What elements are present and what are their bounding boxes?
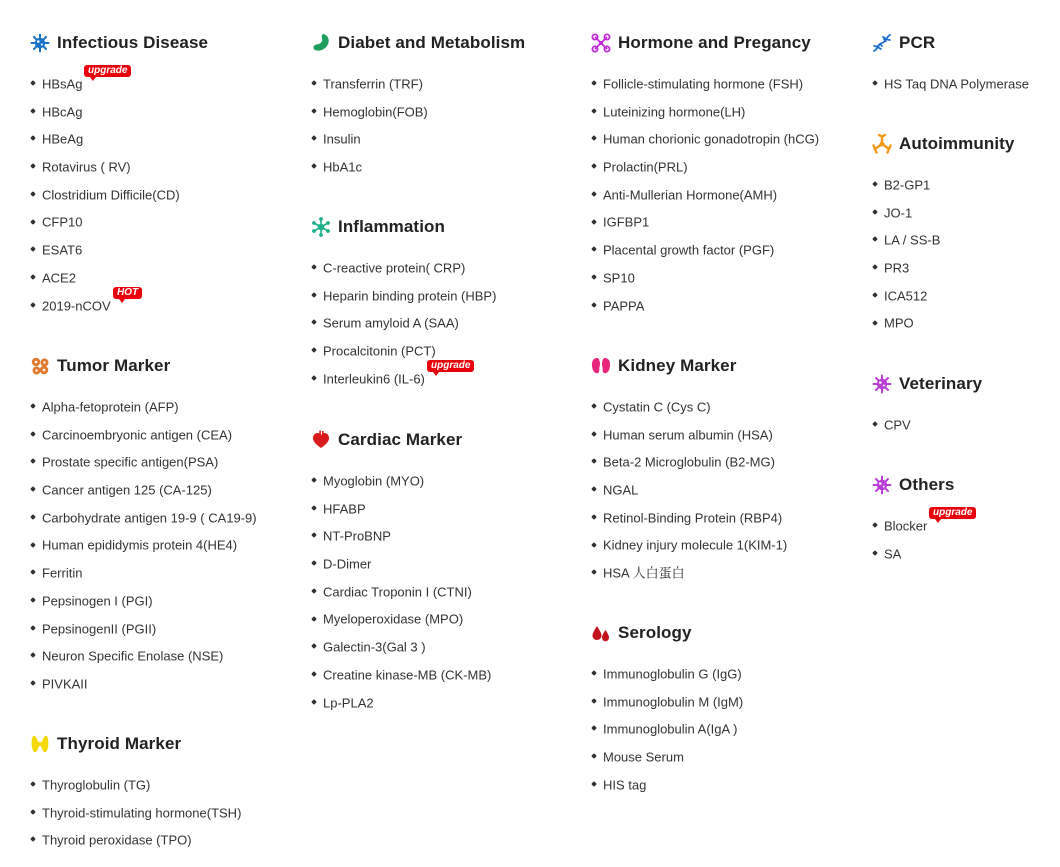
bullet-icon — [591, 80, 597, 86]
product-label[interactable]: Placental growth factor (PGF) — [603, 242, 775, 258]
product-link-pepsinogenii-pgii[interactable] — [30, 618, 300, 646]
product-link-ferritin[interactable] — [30, 562, 300, 590]
product-link-serum-amyloid-a-saa[interactable] — [311, 312, 581, 340]
product-link-d-dimer[interactable] — [311, 553, 581, 581]
bullet-icon — [311, 292, 317, 298]
product-link-ica512[interactable] — [872, 285, 1057, 313]
product-label[interactable]: Human chorionic gonadotropin (hCG) — [603, 131, 820, 147]
product-label[interactable]: B2-GP1 — [884, 177, 931, 193]
product-label[interactable]: Thyroid-stimulating hormone(TSH) — [42, 805, 242, 821]
product-link-la-ss-b[interactable] — [872, 229, 1057, 257]
bullet-icon — [30, 809, 36, 815]
product-label[interactable]: D-Dimer — [323, 556, 372, 572]
bullet-icon — [311, 136, 317, 142]
product-link-retinol-binding-protein-rbp4[interactable] — [591, 507, 861, 535]
product-label[interactable]: CFP10 — [42, 215, 83, 230]
product-link-hsa[interactable] — [591, 562, 861, 590]
bullet-icon — [311, 108, 317, 114]
product-link-b2-gp1[interactable] — [872, 174, 1057, 202]
product-label[interactable]: Thyroglobulin (TG) — [42, 777, 151, 793]
product-link-immunoglobulin-g-igg[interactable] — [591, 663, 861, 691]
product-link-carbohydrate-antigen-19-9-ca19-9[interactable] — [30, 507, 300, 535]
bullet-icon — [311, 320, 317, 326]
category-header[interactable] — [872, 371, 1057, 397]
product-label[interactable]: Interleukin6 (IL-6) — [323, 371, 425, 387]
bullet-icon — [872, 237, 878, 243]
bullet-icon — [30, 274, 36, 280]
bullet-icon — [591, 753, 597, 759]
bullet-icon — [311, 264, 317, 270]
category-item-list — [30, 65, 300, 322]
product-label[interactable]: Lp-PLA2 — [323, 695, 374, 711]
product-link-galectin-3-gal-3[interactable] — [311, 636, 581, 664]
bullet-icon — [30, 680, 36, 686]
bullet-icon — [591, 302, 597, 308]
product-link-thyroid-peroxidase-tpo[interactable] — [30, 829, 300, 857]
bullet-icon — [872, 264, 878, 270]
category-header[interactable] — [311, 214, 581, 240]
product-label[interactable]: ESAT6 — [42, 242, 83, 258]
product-label[interactable]: Serum amyloid A (SAA) — [323, 315, 459, 331]
category-item-list — [311, 470, 581, 719]
bullet-icon — [591, 726, 597, 732]
product-link-jo-1[interactable] — [872, 202, 1057, 230]
product-label[interactable]: Human serum albumin (HSA) — [603, 427, 773, 443]
category-header[interactable] — [30, 731, 300, 757]
product-link-thyroglobulin-tg[interactable] — [30, 774, 300, 802]
product-link-blocker[interactable] — [872, 507, 1057, 543]
product-label[interactable]: Myeloperoxidase (MPO) — [323, 612, 464, 627]
product-label[interactable]: Alpha-fetoprotein (AFP) — [42, 399, 179, 415]
product-link-igfbp1[interactable] — [591, 211, 861, 239]
hormone-icon — [591, 33, 611, 53]
product-link-ngal[interactable] — [591, 479, 861, 507]
bullet-icon — [30, 542, 36, 548]
product-label[interactable]: PepsinogenII (PGII) — [42, 621, 157, 637]
product-label[interactable]: ACE2 — [42, 270, 76, 286]
bullet-icon — [311, 588, 317, 594]
category-item-list — [591, 663, 861, 801]
product-link-creatine-kinase-mb-ck-mb[interactable] — [311, 664, 581, 692]
cells-icon — [30, 356, 50, 376]
category-cardiac-marker — [311, 427, 581, 719]
bullet-icon — [30, 302, 36, 308]
bullet-icon — [591, 486, 597, 492]
product-label[interactable]: Carbohydrate antigen 19-9 ( CA19-9) — [42, 510, 257, 526]
product-link-pappa[interactable] — [591, 295, 861, 323]
product-label[interactable]: Carcinoembryonic antigen (CEA) — [42, 427, 233, 443]
bullet-icon — [591, 136, 597, 142]
bullet-icon — [30, 486, 36, 492]
product-link-placental-growth-factor-pgf[interactable] — [591, 239, 861, 267]
category-title[interactable]: Cardiac Marker — [338, 430, 463, 449]
bullet-icon — [872, 80, 878, 86]
thyroid-icon — [30, 734, 50, 754]
product-label[interactable]: HbA1c — [323, 159, 363, 175]
bullet-icon — [30, 163, 36, 169]
product-link-prolactin-prl[interactable] — [591, 156, 861, 184]
category-item-list — [872, 174, 1057, 340]
category-title[interactable]: Kidney Marker — [618, 356, 737, 375]
bullet-icon — [30, 781, 36, 787]
product-label[interactable]: Anti-Mullerian Hormone(AMH) — [603, 187, 778, 203]
bullet-icon — [30, 569, 36, 575]
category-title[interactable]: PCR — [899, 33, 936, 52]
product-link-kidney-injury-molecule-1-kim-1[interactable] — [591, 534, 861, 562]
bullet-icon — [872, 209, 878, 215]
product-label[interactable]: LA / SS-B — [884, 232, 941, 248]
product-label[interactable]: SA — [884, 546, 902, 562]
product-label[interactable]: Kidney injury molecule 1(KIM-1) — [603, 538, 788, 553]
virus-icon — [872, 374, 892, 394]
category-title[interactable]: Hormone and Pregancy — [618, 33, 811, 52]
product-label[interactable]: Human epididymis protein 4(HE4) — [42, 538, 238, 553]
product-link-carcinoembryonic-antigen-cea[interactable] — [30, 424, 300, 452]
bullet-icon — [591, 459, 597, 465]
upgrade-badge: upgrade — [929, 507, 976, 519]
category-header[interactable] — [591, 353, 861, 379]
product-label[interactable]: Galectin-3(Gal 3 ) — [323, 639, 426, 655]
product-label[interactable]: HFABP — [323, 501, 366, 517]
product-label[interactable]: Creatine kinase-MB (CK-MB) — [323, 667, 492, 683]
product-label[interactable]: Thyroid peroxidase (TPO) — [42, 832, 192, 848]
bullet-icon — [591, 246, 597, 252]
category-header[interactable] — [591, 620, 861, 646]
category-infectious-disease — [30, 30, 300, 322]
product-label[interactable]: Immunoglobulin A(IgA ) — [603, 721, 738, 737]
product-link-pr3[interactable] — [872, 257, 1057, 285]
bullet-icon — [30, 80, 36, 86]
autoimmunity-icon — [872, 134, 892, 154]
category-header[interactable] — [311, 427, 581, 453]
product-link-clostridium-difficile-cd[interactable] — [30, 184, 300, 212]
bullet-icon — [30, 514, 36, 520]
bullet-icon — [311, 505, 317, 511]
product-label[interactable]: Beta-2 Microglobulin (B2-MG) — [603, 454, 775, 470]
bullet-icon — [30, 136, 36, 142]
product-link-hfabp[interactable] — [311, 498, 581, 526]
category-header[interactable] — [872, 472, 1057, 498]
organ-icon — [311, 33, 331, 53]
bullet-icon — [30, 625, 36, 631]
bullet-icon — [591, 431, 597, 437]
product-label[interactable]: Cardiac Troponin I (CTNI) — [323, 584, 472, 600]
product-link-neuron-specific-enolase-nse[interactable] — [30, 645, 300, 673]
product-label[interactable]: PAPPA — [603, 298, 645, 314]
product-label[interactable]: Prolactin(PRL) — [603, 159, 688, 175]
product-label[interactable]: Heparin binding protein (HBP) — [323, 288, 497, 304]
bullet-icon — [591, 569, 597, 575]
product-link-interleukin6-il-6[interactable] — [311, 359, 581, 396]
product-label[interactable]: Mouse Serum — [603, 749, 684, 765]
product-label[interactable]: Retinol-Binding Protein (RBP4) — [603, 510, 783, 526]
product-label[interactable]: Follicle-stimulating hormone (FSH) — [603, 76, 804, 92]
bullet-icon — [311, 375, 317, 381]
category-item-list — [872, 73, 1057, 101]
category-header[interactable] — [591, 30, 861, 56]
category-title[interactable]: Diabet and Metabolism — [338, 33, 526, 52]
product-label[interactable]: Hemoglobin(FOB) — [323, 104, 428, 120]
product-link-nt-probnp[interactable] — [311, 525, 581, 553]
bullet-icon — [872, 522, 878, 528]
product-label[interactable]: NGAL — [603, 482, 639, 498]
product-link-heparin-binding-protein-hbp[interactable] — [311, 285, 581, 313]
product-label[interactable]: HS Taq DNA Polymerase — [884, 76, 1029, 92]
category-item-list — [311, 73, 581, 184]
bullet-icon — [591, 191, 597, 197]
category-item-list — [872, 507, 1057, 570]
bullet-icon — [311, 163, 317, 169]
category-title[interactable]: Tumor Marker — [57, 356, 171, 375]
bullet-icon — [30, 219, 36, 225]
bullet-icon — [591, 542, 597, 548]
product-link-cpv[interactable] — [872, 414, 1057, 442]
product-link-hbsag[interactable] — [30, 65, 300, 101]
product-label[interactable]: Neuron Specific Enolase (NSE) — [42, 648, 224, 664]
kidney-icon — [591, 356, 611, 376]
category-kidney-marker — [591, 353, 861, 590]
bullet-icon — [591, 219, 597, 225]
product-link-human-chorionic-gonadotropin-hcg[interactable] — [591, 128, 861, 156]
bullet-icon — [591, 163, 597, 169]
bullet-icon — [30, 837, 36, 843]
product-label[interactable]: Rotavirus ( RV) — [42, 159, 131, 175]
product-label[interactable]: PIVKAII — [42, 676, 88, 692]
category-title[interactable]: Others — [899, 475, 955, 494]
bullet-icon — [872, 292, 878, 298]
product-link-mpo[interactable] — [872, 312, 1057, 340]
product-link-lp-pla2[interactable] — [311, 692, 581, 720]
product-link-hbeag[interactable] — [30, 128, 300, 156]
product-link-cancer-antigen-125-ca-125[interactable] — [30, 479, 300, 507]
bullet-icon — [311, 80, 317, 86]
product-link-human-serum-albumin-hsa[interactable] — [591, 424, 861, 452]
product-link-prostate-specific-antigen-psa[interactable] — [30, 451, 300, 479]
product-label[interactable]: HBsAg — [42, 76, 83, 92]
category-diabet-and-metabolism — [311, 30, 581, 184]
product-link-thyroid-stimulating-hormone-tsh[interactable] — [30, 802, 300, 830]
category-hormone-and-pregancy — [591, 30, 861, 322]
bullet-icon — [591, 698, 597, 704]
category-item-list — [311, 257, 581, 395]
product-label[interactable]: Insulin — [323, 131, 361, 147]
product-label[interactable]: PR3 — [884, 260, 910, 276]
product-label[interactable]: Immunoglobulin G (IgG) — [603, 666, 742, 682]
bullet-icon — [311, 616, 317, 622]
bullet-icon — [30, 431, 36, 437]
product-link-rotavirus-rv[interactable] — [30, 156, 300, 184]
hot-badge: HOT — [113, 287, 142, 299]
category-title[interactable]: Thyroid Marker — [57, 734, 182, 753]
product-label[interactable]: Luteinizing hormone(LH) — [603, 104, 746, 120]
bullet-icon — [30, 459, 36, 465]
product-label[interactable]: 2019-nCOV — [42, 298, 111, 314]
category-autoimmunity — [872, 131, 1057, 340]
product-label[interactable]: Cystatin C (Cys C) — [603, 399, 711, 415]
category-header[interactable] — [872, 30, 1057, 56]
bullet-icon — [311, 533, 317, 539]
product-label[interactable]: HIS tag — [603, 777, 647, 793]
category-serology — [591, 620, 861, 801]
category-item-list — [872, 414, 1057, 442]
product-link-his-tag[interactable] — [591, 774, 861, 802]
bullet-icon — [30, 597, 36, 603]
category-thyroid-marker — [30, 731, 300, 857]
product-link-sa[interactable] — [872, 543, 1057, 571]
product-label[interactable]: Pepsinogen I (PGI) — [42, 593, 153, 609]
bullet-icon — [30, 403, 36, 409]
bullet-icon — [311, 477, 317, 483]
bullet-icon — [872, 320, 878, 326]
category-header[interactable] — [311, 30, 581, 56]
bullet-icon — [30, 246, 36, 252]
bullet-icon — [591, 403, 597, 409]
bullet-icon — [591, 514, 597, 520]
product-link-immunoglobulin-m-igm[interactable] — [591, 691, 861, 719]
category-header[interactable] — [872, 131, 1057, 157]
product-link-hbcag[interactable] — [30, 101, 300, 129]
product-link-beta-2-microglobulin-b2-mg[interactable] — [591, 451, 861, 479]
category-title[interactable]: Infectious Disease — [57, 33, 209, 52]
bullet-icon — [872, 550, 878, 556]
category-item-list — [30, 774, 300, 857]
category-tumor-marker — [30, 353, 300, 701]
product-label[interactable]: Procalcitonin (PCT) — [323, 343, 436, 359]
molecule-icon — [311, 217, 331, 237]
upgrade-badge: upgrade — [84, 65, 131, 77]
product-link-insulin[interactable] — [311, 128, 581, 156]
product-link-alpha-fetoprotein-afp[interactable] — [30, 396, 300, 424]
bullet-icon — [311, 643, 317, 649]
product-link-follicle-stimulating-hormone-fsh[interactable] — [591, 73, 861, 101]
bullet-icon — [311, 699, 317, 705]
category-header[interactable] — [30, 30, 300, 56]
blood-drops-icon — [591, 623, 611, 643]
product-label[interactable]: JO-1 — [884, 205, 913, 221]
virus-icon — [30, 33, 50, 53]
bullet-icon — [311, 347, 317, 353]
bullet-icon — [591, 670, 597, 676]
category-item-list — [591, 396, 861, 590]
bullet-icon — [591, 108, 597, 114]
category-title[interactable]: Serology — [618, 623, 692, 642]
product-label[interactable]: Myoglobin (MYO) — [323, 473, 425, 489]
product-link-pivkaii[interactable] — [30, 673, 300, 701]
bullet-icon — [872, 181, 878, 187]
product-label[interactable]: HBcAg — [42, 104, 83, 120]
product-link-anti-mullerian-hormone-amh[interactable] — [591, 184, 861, 212]
product-link-esat6[interactable] — [30, 239, 300, 267]
dna-icon — [872, 33, 892, 53]
product-link-cystatin-c-cys-c[interactable] — [591, 396, 861, 424]
product-label[interactable]: Immunoglobulin M (IgM) — [603, 694, 744, 710]
product-link-human-epididymis-protein-4-he4[interactable] — [30, 534, 300, 562]
bullet-icon — [30, 191, 36, 197]
product-label[interactable]: NT-ProBNP — [323, 528, 391, 544]
product-label[interactable]: C-reactive protein( CRP) — [323, 260, 466, 276]
product-label[interactable]: Cancer antigen 125 (CA-125) — [42, 482, 212, 498]
bullet-icon — [30, 108, 36, 114]
product-label[interactable]: HBeAg — [42, 131, 84, 147]
product-label[interactable]: HSA 人白蛋白 — [603, 565, 685, 581]
category-pcr — [872, 30, 1057, 101]
category-item-list — [591, 73, 861, 322]
bullet-icon — [30, 652, 36, 658]
bullet-icon — [311, 671, 317, 677]
product-label[interactable]: SP10 — [603, 270, 635, 286]
product-label[interactable]: Clostridium Difficile(CD) — [42, 187, 180, 203]
category-title[interactable]: Autoimmunity — [899, 134, 1015, 153]
product-link-luteinizing-hormone-lh[interactable] — [591, 101, 861, 129]
product-link-transferrin-trf[interactable] — [311, 73, 581, 101]
product-link-hs-taq-dna-polymerase[interactable] — [872, 73, 1057, 101]
product-label[interactable]: Transferrin (TRF) — [323, 76, 423, 92]
product-link-cfp10[interactable] — [30, 211, 300, 239]
product-link-immunoglobulin-a-iga[interactable] — [591, 718, 861, 746]
category-veterinary — [872, 371, 1057, 442]
category-header[interactable] — [30, 353, 300, 379]
product-link-pepsinogen-i-pgi[interactable] — [30, 590, 300, 618]
product-link-ace2[interactable] — [30, 267, 300, 295]
virus-icon — [872, 475, 892, 495]
product-label[interactable]: Ferritin — [42, 565, 83, 581]
category-title[interactable]: Veterinary — [899, 374, 983, 393]
bullet-icon — [872, 421, 878, 427]
category-item-list — [30, 396, 300, 701]
category-inflammation — [311, 214, 581, 395]
product-link-myeloperoxidase-mpo[interactable] — [311, 608, 581, 636]
product-link-hemoglobin-fob[interactable] — [311, 101, 581, 129]
product-link-cardiac-troponin-i-ctni[interactable] — [311, 581, 581, 609]
product-link-sp10[interactable] — [591, 267, 861, 295]
heart-icon — [311, 430, 331, 450]
product-link-mouse-serum[interactable] — [591, 746, 861, 774]
product-label[interactable]: IGFBP1 — [603, 215, 650, 230]
product-label[interactable]: ICA512 — [884, 288, 928, 304]
product-label[interactable]: MPO — [884, 316, 914, 331]
upgrade-badge: upgrade — [427, 360, 474, 372]
product-label[interactable]: Prostate specific antigen(PSA) — [42, 454, 219, 470]
product-link-2019-ncov[interactable] — [30, 286, 300, 323]
category-title[interactable]: Inflammation — [338, 217, 445, 236]
product-link-c-reactive-protein-crp[interactable] — [311, 257, 581, 285]
product-label[interactable]: Blocker — [884, 518, 928, 534]
product-label[interactable]: CPV — [884, 417, 911, 433]
bullet-icon — [591, 274, 597, 280]
category-others — [872, 472, 1057, 570]
product-link-hba1c[interactable] — [311, 156, 581, 184]
bullet-icon — [311, 560, 317, 566]
bullet-icon — [591, 781, 597, 787]
product-link-myoglobin-myo[interactable] — [311, 470, 581, 498]
